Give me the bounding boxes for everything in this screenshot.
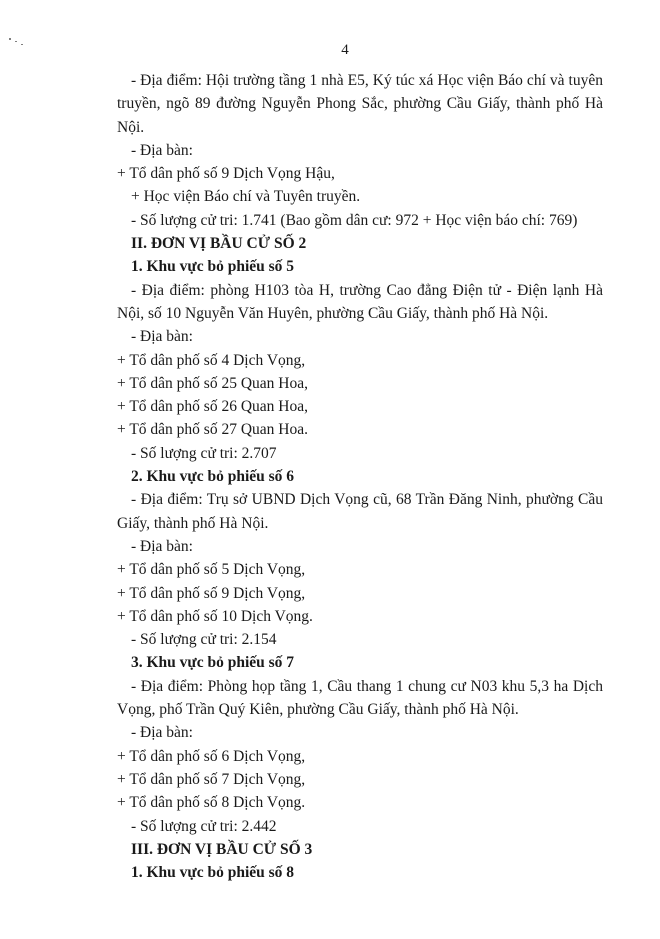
area-item: + Tổ dân phố số 26 Quan Hoa, xyxy=(117,398,308,416)
polling-location-paragraph: - Địa điểm: phòng H103 tòa H, trường Cao đẳng Điện tử - Điện lạnh Hà Nội, số 10 Nguyễn Văn Huyên, phường Cầu Giấy, thành phố Hà Nội. xyxy=(117,281,603,322)
subsection-heading: 1. Khu vực bỏ phiếu số 5 xyxy=(131,258,295,276)
area-item: + Tổ dân phố số 7 Dịch Vọng, xyxy=(117,770,306,788)
area-item: + Tổ dân phố số 27 Quan Hoa. xyxy=(117,421,308,439)
area-item: + Tổ dân phố số 9 Dịch Vọng Hậu, xyxy=(117,165,335,183)
area-label: - Địa bàn: xyxy=(131,328,193,346)
area-item: + Tổ dân phố số 8 Dịch Vọng. xyxy=(117,794,306,812)
area-item: + Học viện Báo chí và Tuyên truyền. xyxy=(131,188,361,206)
polling-location-paragraph: - Địa điểm: Hội trường tầng 1 nhà E5, Ký túc xá Học viện Báo chí và tuyên truyền, ngõ 89 đường Nguyễn Phong Sắc, phường Cầu Giấy, thành phố Hà Nội. xyxy=(117,72,603,136)
polling-location-paragraph: - Địa điểm: Trụ sở UBND Dịch Vọng cũ, 68 Trần Đăng Ninh, phường Cầu Giấy, thành phố Hà Nội. xyxy=(117,491,603,532)
section-heading: III. ĐƠN VỊ BẦU CỬ SỐ 3 xyxy=(131,840,313,858)
area-label: - Địa bàn: xyxy=(131,537,193,555)
polling-location-paragraph: - Địa điểm: Phòng họp tầng 1, Cầu thang 1 chung cư N03 khu 5,3 ha Dịch Vọng, phố Trần Quý Kiên, phường Cầu Giấy, thành phố Hà Nội. xyxy=(117,677,603,719)
subsection-heading: 3. Khu vực bỏ phiếu số 7 xyxy=(131,654,295,672)
area-item: + Tổ dân phố số 6 Dịch Vọng, xyxy=(117,747,306,765)
area-item: + Tổ dân phố số 9 Dịch Vọng, xyxy=(117,584,306,602)
area-item: + Tổ dân phố số 25 Quan Hoa, xyxy=(117,374,308,392)
subsection-heading: 2. Khu vực bỏ phiếu số 6 xyxy=(131,468,295,486)
voter-count: - Số lượng cử tri: 1.741 (Bao gồm dân cư: 972 + Học viện báo chí: 769) xyxy=(131,211,578,229)
area-item: + Tổ dân phố số 10 Dịch Vọng. xyxy=(117,607,313,625)
area-label: - Địa bàn: xyxy=(131,141,193,159)
voter-count: - Số lượng cử tri: 2.154 xyxy=(131,631,277,649)
area-item: + Tổ dân phố số 5 Dịch Vọng, xyxy=(117,561,306,579)
subsection-heading: 1. Khu vực bỏ phiếu số 8 xyxy=(131,864,295,882)
page-number: 4 xyxy=(341,42,349,58)
voter-count: - Số lượng cử tri: 2.707 xyxy=(131,444,277,462)
scan-speck xyxy=(9,38,11,40)
voter-count: - Số lượng cử tri: 2.442 xyxy=(131,817,277,835)
document-body xyxy=(117,69,603,884)
area-label: - Địa bàn: xyxy=(131,724,193,742)
section-heading: II. ĐƠN VỊ BẦU CỬ SỐ 2 xyxy=(131,235,307,253)
area-item: + Tổ dân phố số 4 Dịch Vọng, xyxy=(117,351,306,369)
